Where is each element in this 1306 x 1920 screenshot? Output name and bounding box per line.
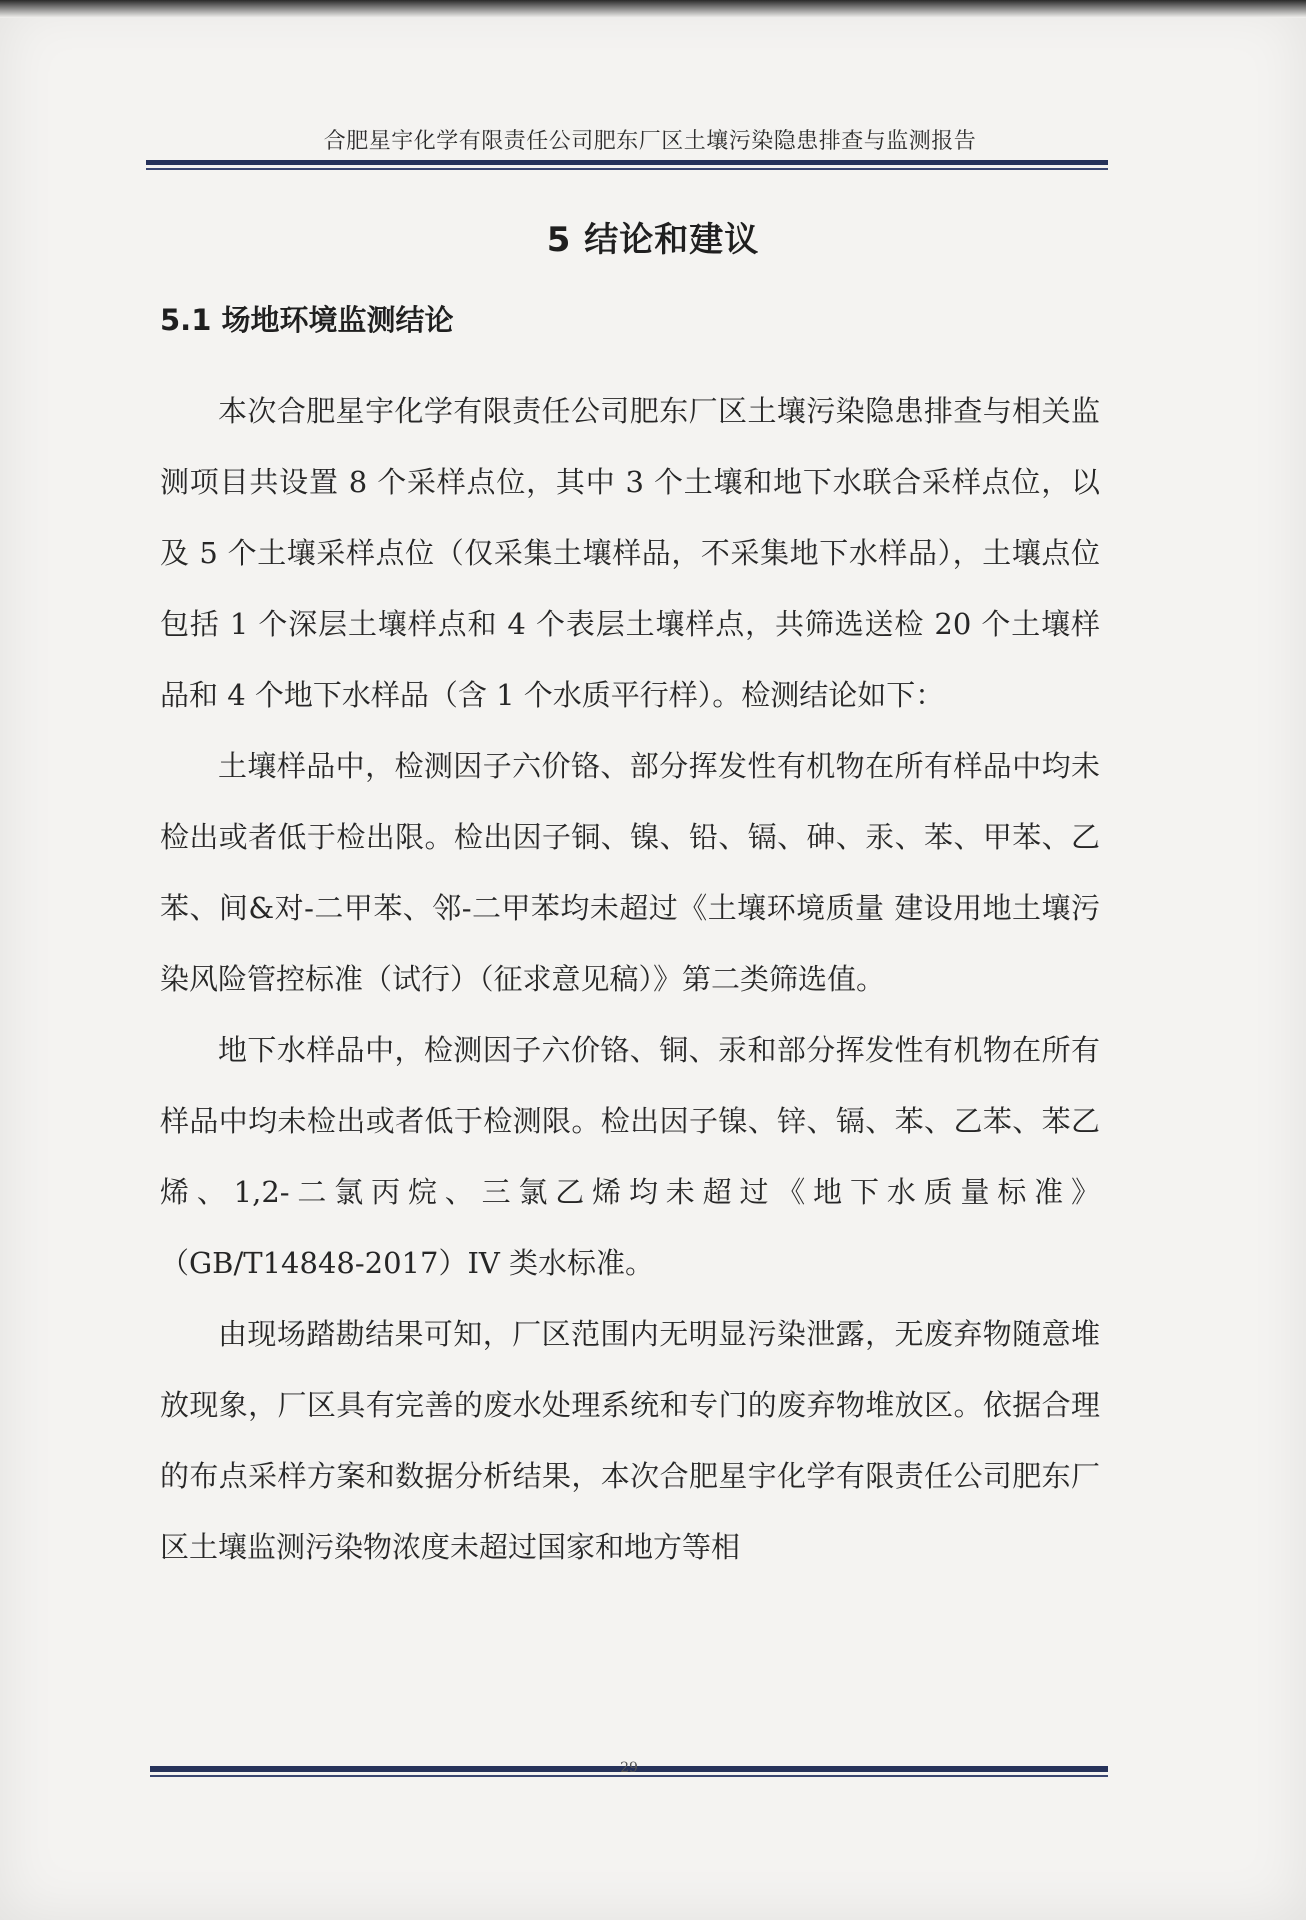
body-text [160,376,1100,1583]
paragraph-4: 由现场踏勘结果可知，厂区范围内无明显污染泄露，无废弃物随意堆放现象，厂区具有完善的废水处理系统和专门的废弃物堆放区。依据合理的布点采样方案和数据分析结果，本次合肥星宇化学有限责任公司肥东厂区土壤监测污染物浓度未超过国家和地方等相 [160,1317,1100,1564]
header-rule-thin [146,168,1108,170]
page-shadow-edge [0,0,1306,18]
header-rule [146,160,1108,165]
chapter-title: 5 结论和建议 [546,220,760,260]
paragraph-2: 土壤样品中，检测因子六价铬、部分挥发性有机物在所有样品中均未检出或者低于检出限。检出因子铜、镍、铅、镉、砷、汞、苯、甲苯、乙苯、间&对-二甲苯、邻-二甲苯均未超过《土壤环境质量 建设用地土壤污染风险管控标准（试行）（征求意见稿）》第二类筛选值。 [160,749,1100,996]
paragraph-3: 地下水样品中，检测因子六价铬、铜、汞和部分挥发性有机物在所有样品中均未检出或者低于检测限。检出因子镍、锌、镉、苯、乙苯、苯乙烯、1,2-二氯丙烷、三氯乙烯均未超过《地下水质量标准》（GB/T14848-2017）IV 类水标准。 [160,1033,1100,1280]
section-title: 5.1 场地环境监测结论 [160,303,454,337]
running-header: 合肥星宇化学有限责任公司肥东厂区土壤污染隐患排查与监测报告 [323,129,977,154]
paragraph-1: 本次合肥星宇化学有限责任公司肥东厂区土壤污染隐患排查与相关监测项目共设置 8 个采样点位，其中 3 个土壤和地下水联合采样点位，以及 5 个土壤采样点位（仅采集土壤样品，不采集地下水样品），土壤点位包括 1 个深层土壤样点和 4 个表层土壤样点，共筛选送检 20 个土壤样品和 4 个地下水样品（含 1 个水质平行样）。检测结论如下： [160,394,1100,712]
page-number: 29 [620,1760,638,1776]
